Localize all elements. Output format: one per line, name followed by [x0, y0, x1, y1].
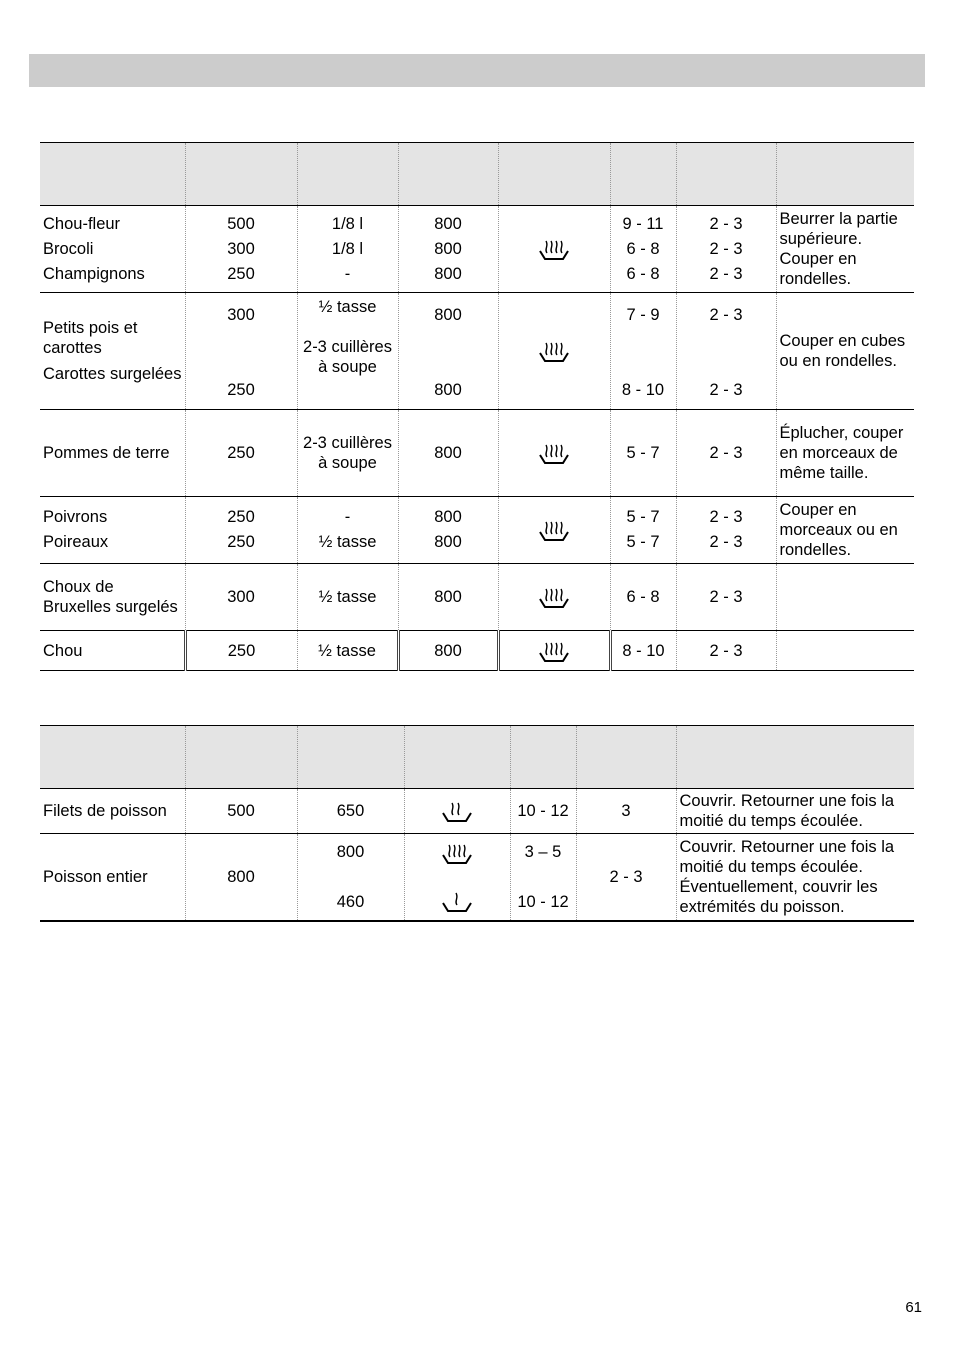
liquid-cell: ½ tasse 2-3 cuillères à soupe [297, 293, 398, 410]
note-cell [776, 631, 914, 671]
note-cell: Éplucher, couper en morceaux de même taille. [776, 410, 914, 497]
table-row [40, 293, 914, 410]
header-cell [398, 143, 498, 206]
time-cell: 10 - 12 [510, 789, 576, 834]
note-cell [776, 564, 914, 631]
quantity-cell: 250 250 [185, 497, 297, 564]
power-cell: 800 460 [297, 834, 404, 921]
power-cell: 800 [398, 564, 498, 631]
power-cell: 800 800 800 [398, 206, 498, 293]
food-cell: Chou-fleur Brocoli Champignons [40, 206, 185, 293]
table-row [40, 789, 914, 834]
header-cell [297, 143, 398, 206]
fish-table [40, 725, 914, 922]
power-cell: 800 [398, 631, 498, 671]
time-cell: 8 - 10 [610, 631, 676, 671]
table-row [40, 497, 914, 564]
time-cell: 5 - 7 5 - 7 [610, 497, 676, 564]
time-cell: 6 - 8 [610, 564, 676, 631]
mode-cell [498, 410, 610, 497]
time-cell: 3 – 5 10 - 12 [510, 834, 576, 921]
quantity-cell: 500 300 250 [185, 206, 297, 293]
power-cell: 800 800 [398, 293, 498, 410]
quantity-cell: 300 [185, 564, 297, 631]
steam-dish-icon [440, 839, 474, 867]
liquid-cell: ½ tasse [297, 631, 398, 671]
quantity-cell: 300 250 [185, 293, 297, 410]
rest-cell: 2 - 3 2 - 3 [676, 497, 776, 564]
rest-cell: 2 - 3 [676, 410, 776, 497]
table-row [40, 834, 914, 921]
light-steam-dish-icon [440, 797, 474, 825]
header-cell [40, 143, 185, 206]
rest-cell: 2 - 3 2 - 3 [676, 293, 776, 410]
steam-dish-icon [537, 637, 571, 665]
mode-cell [404, 789, 510, 834]
food-cell: Poivrons Poireaux [40, 497, 185, 564]
table-row [40, 206, 914, 293]
time-cell: 9 - 11 6 - 8 6 - 8 [610, 206, 676, 293]
mode-cell [404, 834, 510, 921]
table-row [40, 410, 914, 497]
header-cell [676, 143, 776, 206]
rest-cell: 3 [576, 789, 676, 834]
liquid-cell: 2-3 cuillères à soupe [297, 410, 398, 497]
table-row [40, 564, 914, 631]
header-cell [610, 143, 676, 206]
table-header-row [40, 726, 914, 789]
liquid-cell: - ½ tasse [297, 497, 398, 564]
power-cell: 650 [297, 789, 404, 834]
header-cell [404, 726, 510, 789]
quantity-cell: 800 [185, 834, 297, 921]
power-cell: 800 800 [398, 497, 498, 564]
header-cell [40, 726, 185, 789]
time-cell: 5 - 7 [610, 410, 676, 497]
header-cell [676, 726, 914, 789]
steam-dish-icon [537, 439, 571, 467]
food-cell: Chou [40, 631, 185, 671]
mode-cell [498, 497, 610, 564]
header-cell [498, 143, 610, 206]
rest-cell: 2 - 3 [676, 564, 776, 631]
note-cell: Couper en morceaux ou en rondelles. [776, 497, 914, 564]
mode-cell [498, 564, 610, 631]
mode-cell [498, 293, 610, 410]
header-cell [185, 726, 297, 789]
food-cell: Petits pois et carottes Carottes surgelées [40, 293, 185, 410]
header-cell [510, 726, 576, 789]
header-cell [576, 726, 676, 789]
time-cell: 7 - 9 8 - 10 [610, 293, 676, 410]
quantity-cell: 500 [185, 789, 297, 834]
note-cell: Beurrer la partie supérieure. Couper en rondelles. [776, 206, 914, 293]
power-cell: 800 [398, 410, 498, 497]
single-steam-dish-icon [440, 887, 474, 915]
table-row [40, 631, 914, 671]
header-cell [776, 143, 914, 206]
page-number: 61 [905, 1299, 922, 1316]
mode-cell [498, 631, 610, 671]
vegetables-table [40, 142, 914, 671]
steam-dish-icon [537, 516, 571, 544]
note-cell: Couper en cubes ou en rondelles. [776, 293, 914, 410]
steam-dish-icon [537, 235, 571, 263]
note-cell: Couvrir. Retourner une fois la moitié du temps écoulée. Éventuellement, couvrir les extrémités du poisson. [676, 834, 914, 921]
steam-dish-icon [537, 583, 571, 611]
mode-cell [498, 206, 610, 293]
header-cell [185, 143, 297, 206]
section-header-bar [29, 54, 925, 87]
steam-dish-icon [537, 337, 571, 365]
food-cell: Pommes de terre [40, 410, 185, 497]
table-header-row [40, 143, 914, 206]
liquid-cell: ½ tasse [297, 564, 398, 631]
food-cell: Poisson entier [40, 834, 185, 921]
rest-cell: 2 - 3 2 - 3 2 - 3 [676, 206, 776, 293]
food-cell: Choux de Bruxelles surgelés [40, 564, 185, 631]
note-cell: Couvrir. Retourner une fois la moitié du temps écoulée. [676, 789, 914, 834]
quantity-cell: 250 [185, 410, 297, 497]
rest-cell: 2 - 3 [676, 631, 776, 671]
header-cell [297, 726, 404, 789]
quantity-cell: 250 [185, 631, 297, 671]
rest-cell: 2 - 3 [576, 834, 676, 921]
food-cell: Filets de poisson [40, 789, 185, 834]
liquid-cell: 1/8 l 1/8 l - [297, 206, 398, 293]
